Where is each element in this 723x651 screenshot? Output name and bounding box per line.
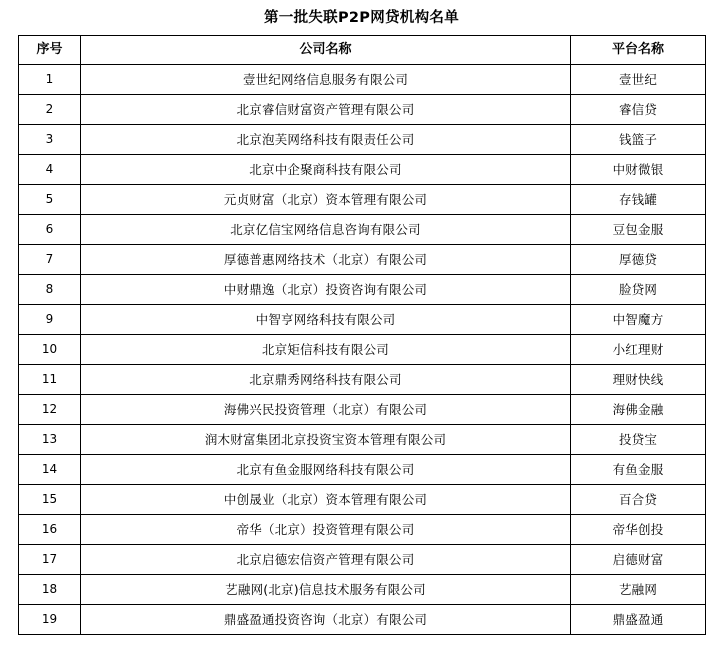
cell-platform: 睿信贷	[571, 95, 706, 125]
table-row	[19, 605, 706, 635]
table-row	[19, 155, 706, 185]
cell-company: 帝华（北京）投资管理有限公司	[81, 515, 571, 545]
table-body	[19, 65, 706, 635]
cell-index: 10	[19, 335, 81, 365]
table-row	[19, 245, 706, 275]
cell-index: 4	[19, 155, 81, 185]
cell-company: 北京睿信财富资产管理有限公司	[81, 95, 571, 125]
cell-index: 2	[19, 95, 81, 125]
cell-platform: 小红理财	[571, 335, 706, 365]
table-row	[19, 95, 706, 125]
cell-platform: 海佛金融	[571, 395, 706, 425]
cell-platform: 有鱼金服	[571, 455, 706, 485]
table-row	[19, 575, 706, 605]
cell-index: 17	[19, 545, 81, 575]
cell-platform: 中智魔方	[571, 305, 706, 335]
cell-index: 14	[19, 455, 81, 485]
table-row	[19, 185, 706, 215]
cell-platform: 豆包金服	[571, 215, 706, 245]
column-header-index: 序号	[19, 36, 81, 65]
table-row	[19, 365, 706, 395]
table-row	[19, 545, 706, 575]
cell-platform: 理财快线	[571, 365, 706, 395]
cell-company: 海佛兴民投资管理（北京）有限公司	[81, 395, 571, 425]
cell-index: 5	[19, 185, 81, 215]
cell-index: 8	[19, 275, 81, 305]
table-row	[19, 275, 706, 305]
cell-index: 18	[19, 575, 81, 605]
table-row	[19, 515, 706, 545]
table-row	[19, 335, 706, 365]
cell-index: 16	[19, 515, 81, 545]
cell-platform: 中财微银	[571, 155, 706, 185]
cell-company: 中创晟业（北京）资本管理有限公司	[81, 485, 571, 515]
cell-index: 15	[19, 485, 81, 515]
cell-company: 润木财富集团北京投资宝资本管理有限公司	[81, 425, 571, 455]
cell-platform: 启德财富	[571, 545, 706, 575]
cell-platform: 艺融网	[571, 575, 706, 605]
cell-index: 9	[19, 305, 81, 335]
p2p-platform-table	[18, 35, 706, 635]
table-header-row	[19, 36, 706, 65]
cell-company: 北京中企聚商科技有限公司	[81, 155, 571, 185]
cell-company: 北京亿信宝网络信息咨询有限公司	[81, 215, 571, 245]
cell-company: 厚德普惠网络技术（北京）有限公司	[81, 245, 571, 275]
cell-platform: 帝华创投	[571, 515, 706, 545]
cell-company: 鼎盛盈通投资咨询（北京）有限公司	[81, 605, 571, 635]
column-header-platform: 平台名称	[571, 36, 706, 65]
cell-company: 北京鼎秀网络科技有限公司	[81, 365, 571, 395]
cell-index: 12	[19, 395, 81, 425]
cell-platform: 厚德贷	[571, 245, 706, 275]
cell-index: 11	[19, 365, 81, 395]
cell-index: 19	[19, 605, 81, 635]
cell-company: 北京启德宏信资产管理有限公司	[81, 545, 571, 575]
table-row	[19, 215, 706, 245]
cell-index: 13	[19, 425, 81, 455]
cell-platform: 存钱罐	[571, 185, 706, 215]
cell-company: 北京泡芙网络科技有限责任公司	[81, 125, 571, 155]
cell-platform: 壹世纪	[571, 65, 706, 95]
cell-company: 元贞财富（北京）资本管理有限公司	[81, 185, 571, 215]
cell-company: 中财鼎逸（北京）投资咨询有限公司	[81, 275, 571, 305]
cell-company: 北京矩信科技有限公司	[81, 335, 571, 365]
cell-platform: 鼎盛盈通	[571, 605, 706, 635]
table-header	[19, 36, 706, 65]
table-row	[19, 305, 706, 335]
cell-index: 6	[19, 215, 81, 245]
cell-company: 壹世纪网络信息服务有限公司	[81, 65, 571, 95]
cell-platform: 百合贷	[571, 485, 706, 515]
cell-index: 7	[19, 245, 81, 275]
cell-platform: 钱篮子	[571, 125, 706, 155]
cell-index: 3	[19, 125, 81, 155]
cell-platform: 投贷宝	[571, 425, 706, 455]
cell-platform: 脸贷网	[571, 275, 706, 305]
cell-company: 艺融网(北京)信息技术服务有限公司	[81, 575, 571, 605]
cell-company: 北京有鱼金服网络科技有限公司	[81, 455, 571, 485]
page-title: 第一批失联P2P网贷机构名单	[263, 10, 460, 26]
cell-company: 中智亨网络科技有限公司	[81, 305, 571, 335]
table-row	[19, 65, 706, 95]
table-row	[19, 125, 706, 155]
table-container	[0, 35, 723, 635]
table-row	[19, 425, 706, 455]
table-row	[19, 395, 706, 425]
column-header-company: 公司名称	[81, 36, 571, 65]
cell-index: 1	[19, 65, 81, 95]
table-row	[19, 455, 706, 485]
table-row	[19, 485, 706, 515]
